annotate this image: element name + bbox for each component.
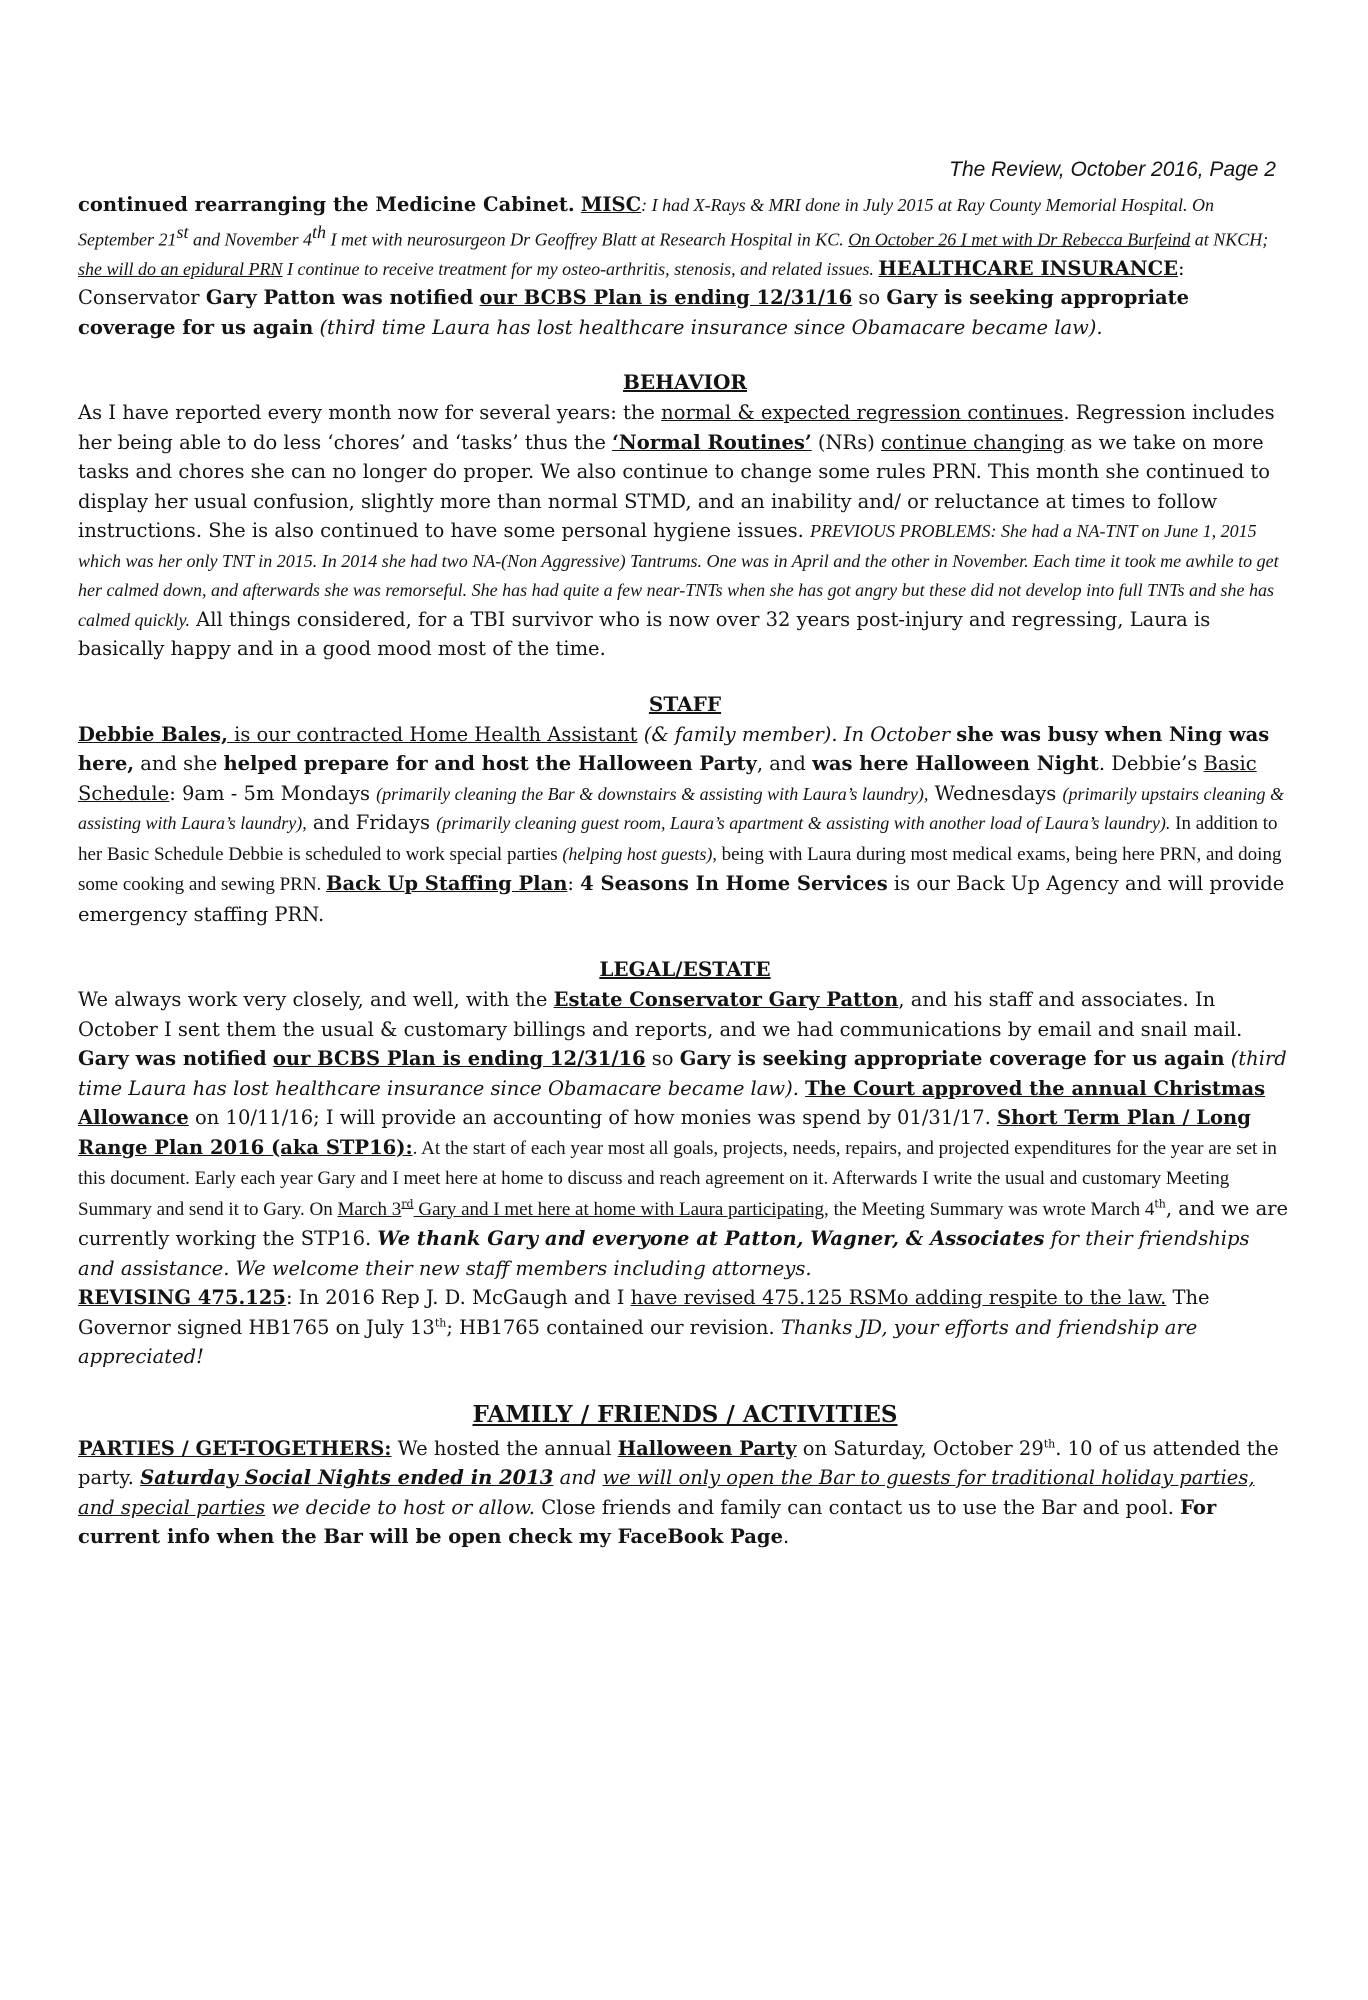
behavior-paragraph: [78, 398, 1292, 664]
family-p9: we decide to host or allow.: [265, 1495, 535, 1519]
legal-p20: : In 2016 Rep J. D. McGaugh and I: [286, 1286, 631, 1309]
family-p1: PARTIES / GET-TOGETHERS:: [78, 1436, 392, 1460]
staff-p19: being with Laura during most medical exams, being here PRN, and doing some cooking and sewing PRN.: [78, 843, 1282, 895]
family-p5: . 10 of us attended the party.: [78, 1436, 1279, 1489]
staff-p20: Back Up Staffing Plan: [326, 872, 568, 895]
behavior-p8: PREVIOUS PROBLEMS: She had a NA-TNT on June 1, 2015 which was her only TNT in 2015. In 2014 she had two NA-(Non Aggressive) Tantrums. One was in April and the other in November. Each time it took me awhile to get her calmed down, and afterwards she was remorseful. She has had quite a few near-TNTs when she has got angry but these did not develop into full TNTs and she has calmed quickly.: [78, 521, 1279, 630]
family-p12: .: [782, 1525, 790, 1548]
family-p8: we will only open the Bar to guests for traditional holiday parties, and special parties: [78, 1466, 1255, 1519]
family-p3: Halloween Party: [617, 1436, 797, 1460]
legal-p16: , and we are currently working the STP16.: [78, 1196, 1289, 1250]
legal-p3: , and his staff and associates. In October I sent them the usual & customary billings and reports, and we had communications by email and snail mail.: [78, 988, 1243, 1041]
staff-p9: . Debbie’s: [1098, 752, 1204, 775]
legal-p11: on 10/11/16; I will provide an accounting of how monies was spend by 01/31/17.: [188, 1106, 998, 1129]
legal-p12: Short Term Plan / Long Range Plan 2016 (aka STP16):: [78, 1106, 1251, 1159]
intro-s10: Gary Patton was notified: [205, 286, 474, 309]
staff-title: STAFF: [648, 691, 722, 716]
intro-paragraph: [78, 190, 1292, 342]
staff-p12: (primarily cleaning the Bar & downstairs & assisting with Laura’s laundry),: [376, 783, 929, 804]
staff-p15: and Fridays: [306, 811, 437, 834]
staff-p10: Basic Schedule: [78, 752, 1257, 805]
behavior-title: BEHAVIOR: [622, 370, 748, 394]
staff-p23: is our Back Up Agency and will provide emergency staffing PRN.: [78, 872, 1285, 926]
legal-p21: have revised 475.125 RSMo adding respite to the law.: [630, 1286, 1167, 1309]
staff-p1: Debbie Bales,: [78, 722, 228, 746]
legal-p15sup: th: [1154, 1197, 1166, 1210]
family-p6: Saturday Social Nights ended in 2013: [140, 1466, 554, 1489]
staff-p13: Wednesdays: [928, 781, 1063, 805]
legal-p14b: Gary and I met here at home with Laura participating,: [413, 1198, 829, 1220]
staff-p4: she was busy when Ning was here,: [78, 722, 1270, 775]
staff-p17: In addition to her Basic Schedule Debbie is scheduled to work special parties: [78, 813, 1278, 865]
behavior-p5: (NRs): [811, 430, 882, 454]
family-p7: and: [553, 1466, 603, 1489]
staff-p7: , and: [756, 752, 813, 775]
staff-p21: :: [567, 872, 581, 895]
staff-p11: : 9am - 5m Mondays: [169, 781, 377, 805]
legal-p9: (third time Laura has lost healthcare insurance since Obamacare became law).: [78, 1047, 1287, 1100]
staff-p3: (& family member). In October: [637, 722, 957, 746]
staff-p22: 4 Seasons In Home Services: [580, 872, 888, 895]
legal-p22sup: th: [434, 1316, 447, 1329]
behavior-p9: All things considered, for a TBI survivor who is now over 32 years post-injury and regressing, Laura is basically happy and in a good mood most of the time.: [78, 607, 1211, 660]
intro-s2: : I had X-Rays & MRI done in July 2015 at Ray County Memorial Hospital. On September 21: [78, 195, 1215, 249]
legal-p1: We always work very closely, and well, with the: [78, 988, 554, 1011]
legal-p6: our BCBS Plan is ending 12/31/16: [272, 1047, 646, 1070]
legal-p14sup: rd: [401, 1197, 414, 1210]
behavior-p4: ‘Normal Routines’: [612, 430, 812, 454]
behavior-p7: as we take on more tasks and chores she can no longer do proper. We also continue to change some rules PRN. This month she continued to display her usual confusion, slightly more than normal STMD, and an inability and/ or reluctance at times to follow instructions. She is also continued to have some personal hygiene issues.: [78, 430, 1270, 542]
intro-s1: continued rearranging the Medicine Cabinet.: [78, 193, 575, 216]
legal-paragraph: [78, 985, 1292, 1372]
family-p4: on Saturday, October 29: [796, 1436, 1044, 1460]
behavior-p3: . Regression includes her being able to do less ‘chores’ and ‘tasks’ thus the: [78, 401, 1275, 454]
healthcare-label: HEALTHCARE INSURANCE: [878, 256, 1178, 280]
intro-s3: and November 4: [188, 229, 312, 249]
misc-label: MISC: [580, 193, 642, 216]
legal-p22: The Governor signed HB1765 on July 13: [78, 1286, 1210, 1339]
intro-sup2: th: [311, 221, 326, 242]
legal-p10: The Court approved the annual Christmas Allowance: [78, 1076, 1266, 1129]
intro-sup1: st: [176, 221, 189, 242]
legal-p13: . At the start of each year most all goals, projects, needs, repairs, and projected expenditures for the year are set in this document. Early each year Gary and I meet here at home to discuss and reach agreement on it. Afterwards I write the usual and customary Meeting Summary and send it to Gary. On: [78, 1137, 1277, 1220]
staff-p16: (primarily cleaning guest room, Laura’s apartment & assisting with another load of Laura’s laundry).: [436, 813, 1171, 833]
family-p2: We hosted the annual: [391, 1436, 618, 1460]
legal-p4: Gary was notified: [78, 1047, 267, 1070]
family-p10: Close friends and family can contact us to use the Bar and pool.: [535, 1495, 1181, 1519]
legal-p18: for their friendships and assistance. We welcome their new staff members including attorneys.: [78, 1227, 1250, 1280]
intro-s7: she will do an epidural PRN: [78, 258, 283, 279]
behavior-p1: As I have reported every month now for several years: the: [78, 401, 662, 424]
legal-title: LEGAL/ESTATE: [599, 957, 771, 981]
behavior-p6: continue changing: [881, 430, 1065, 454]
legal-p15: the Meeting Summary was wrote March 4: [828, 1198, 1155, 1220]
staff-p5: and she: [134, 752, 224, 775]
family-title: FAMILY / FRIENDS / ACTIVITIES: [472, 1400, 898, 1428]
legal-p7: so: [645, 1047, 680, 1070]
legal-p24: Thanks JD, your efforts and friendship are appreciated!: [78, 1315, 1198, 1368]
legal-p14a: March 3: [337, 1198, 402, 1220]
staff-p2: is our contracted Home Health Assistant: [227, 722, 638, 746]
intro-s8: I continue to receive treatment for my osteo-arthritis, stenosis, and related issues.: [282, 258, 879, 279]
staff-paragraph: [78, 720, 1292, 930]
intro-s11: our BCBS Plan is ending 12/31/16: [479, 286, 853, 309]
staff-p14: (primarily upstairs cleaning & assisting with Laura’s laundry),: [78, 783, 1284, 833]
behavior-p2: normal & expected regression continues: [661, 401, 1064, 424]
staff-p8: was here Halloween Night: [812, 752, 1099, 775]
legal-p8: Gary is seeking appropriate coverage for us again: [679, 1047, 1225, 1070]
legal-p17: We thank Gary and everyone at Patton, Wagner, & Associates: [377, 1227, 1045, 1250]
staff-p6: helped prepare for and host the Halloween Party: [223, 752, 757, 775]
legal-p2: Estate Conservator Gary Patton: [553, 988, 899, 1011]
intro-s12: so: [852, 286, 887, 309]
legal-p19: REVISING 475.125: [78, 1286, 286, 1309]
staff-p18: (helping host guests),: [562, 843, 717, 864]
intro-s6: at NKCH;: [1190, 229, 1269, 249]
intro-s5: On October 26 I met with Dr Rebecca Burfeind: [848, 229, 1191, 249]
family-paragraph: [78, 1434, 1292, 1552]
intro-s13: Gary is seeking appropriate coverage for us again: [78, 286, 1190, 339]
page-header: The Review, October 2016, Page 2: [949, 158, 1276, 181]
intro-s9: : Conservator: [78, 256, 1185, 309]
family-p11: For current info when the Bar will be open check my FaceBook Page: [78, 1495, 1217, 1548]
intro-s4: I met with neurosurgeon Dr Geoffrey Blatt at Research Hospital in KC.: [326, 229, 849, 249]
legal-p23: ; HB1765 contained our revision.: [446, 1315, 781, 1339]
family-p4sup: th: [1043, 1437, 1056, 1450]
intro-s14: (third time Laura has lost healthcare insurance since Obamacare became law).: [313, 315, 1103, 339]
